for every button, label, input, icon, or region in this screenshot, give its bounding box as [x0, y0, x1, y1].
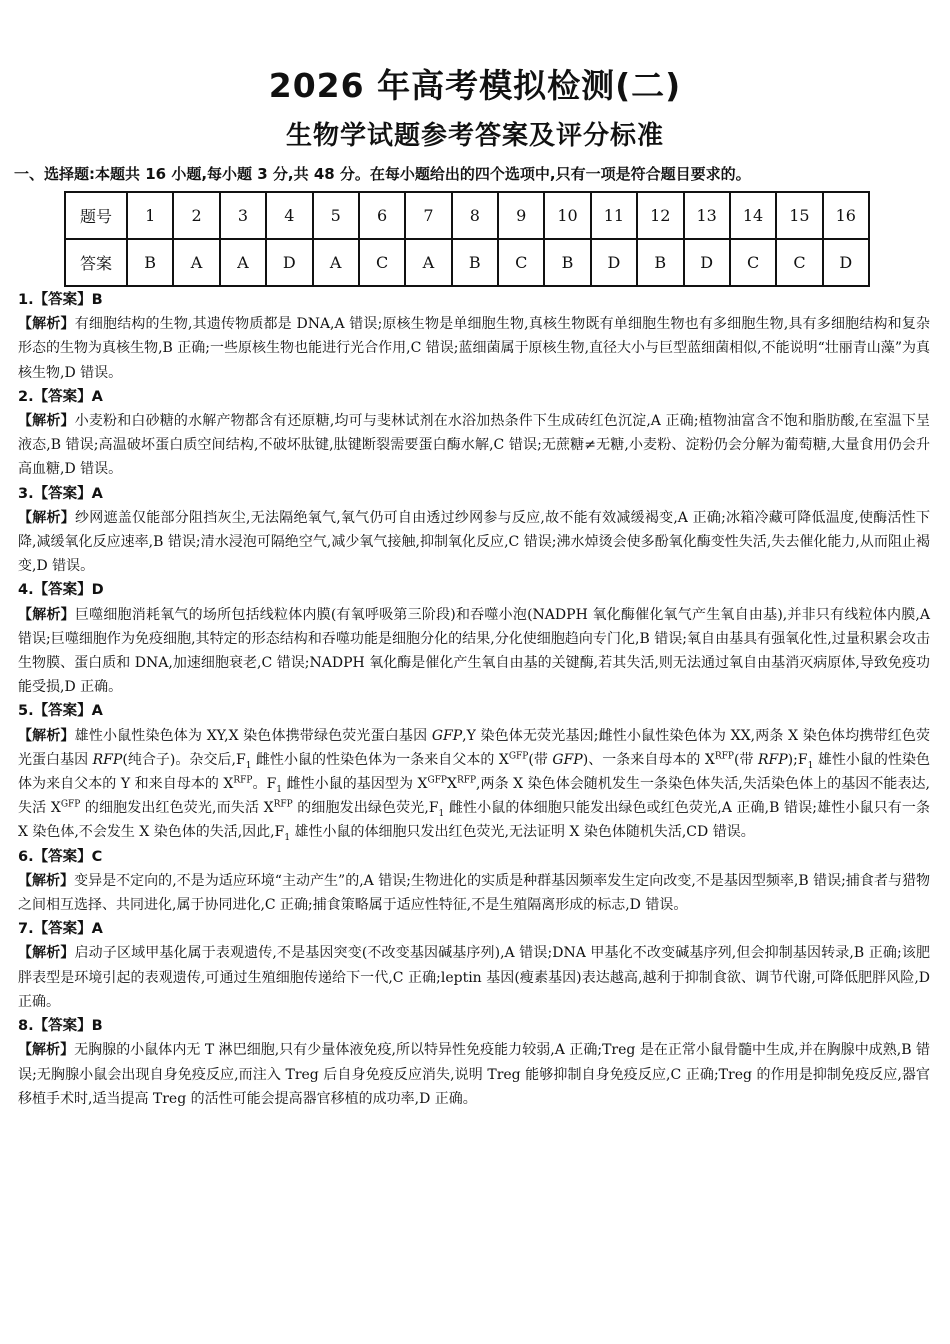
answer-cell: C: [359, 239, 405, 286]
analysis-text: 【解析】小麦粉和白砂糖的水解产物都含有还原糖,均可与斐林试剂在水浴加热条件下生成砖红色沉淀,A 正确;植物油富含不饱和脂肪酸,在室温下呈液态,B 错误;高温破坏蛋白质空间结构,不破坏肽键,肽键断裂需要蛋白酶水解,C 错误;无蔗糖≠无糖,小麦粉、淀粉仍会分解为葡萄糖,大量食用仍会升高血糖,D 错误。: [18, 413, 931, 478]
question-block: [18, 385, 930, 482]
question-number: 1: [127, 192, 173, 239]
answer-cell: B: [637, 239, 683, 286]
explanations: [18, 288, 930, 1111]
analysis-text: 【解析】有细胞结构的生物,其遗传物质都是 DNA,A 错误;原核生物是单细胞生物,真核生物既有单细胞生物也有多细胞生物,具有多细胞结构和复杂形态的生物为真核生物,B 正确;一些原核生物也能进行光合作用,C 错误;蓝细菌属于原核生物,直径大小与巨型蓝细菌相似,不能说明“壮丽青山藻”为真核生物,D 错误。: [18, 316, 930, 381]
analysis-text: 【解析】雄性小鼠性染色体为 XY,X 染色体携带绿色荧光蛋白基因 GFP,Y 染色体无荧光基因;雌性小鼠性染色体为 XX,两条 X 染色体均携带红色荧光蛋白基因 RFP(纯合子)。杂交后$,F_1$ 雌性小鼠的性染色体为一条来自父本的 $X^{GFP}$(带 GFP)、一条来自母本的 $X^{RFP}$(带 $RFP);F_1$ 雄性小鼠的性染色体为来自父本的 Y 和来自母本的 $X^{RFP}$。$F_1$ 雌性小鼠的基因型为 $X^{GFP}X^{RFP}$,两条 X 染色体会随机发生一条染色体失活,失活染色体上的基因不能表达,失活 $X^{GFP}$ 的细胞发出红色荧光,而失活 $X^{RFP}$ 的细胞发出绿色荧光$,F_1$ 雌性小鼠的体细胞只能发出绿色或红色荧光,A 正确,B 错误;雄性小鼠只有一条 X 染色体,不会发生 X 染色体的失活,因此$,F_1$ 雄性小鼠的体细胞只发出红色荧光,无法证明 X 染色体随机失活,CD 错误。: [18, 727, 931, 844]
answer-cell: D: [823, 239, 869, 286]
question-block: [18, 288, 930, 385]
answer-cell: D: [591, 239, 637, 286]
answer-line: 5.【答案】A: [18, 703, 103, 720]
section-heading: 一、选择题:本题共 16 小题,每小题 3 分,共 48 分。在每小题给出的四个选项中,只有一项是符合题目要求的。: [14, 165, 751, 183]
answer-line: 8.【答案】B: [18, 1018, 103, 1035]
question-number: 10: [544, 192, 590, 239]
question-number: 15: [776, 192, 822, 239]
question-block: [18, 699, 930, 844]
answer-cell: C: [730, 239, 776, 286]
answer-cell: D: [684, 239, 730, 286]
question-block: [18, 482, 930, 579]
question-number: 9: [498, 192, 544, 239]
answer-cell: B: [544, 239, 590, 286]
question-number: 4: [266, 192, 312, 239]
answer-cell: C: [498, 239, 544, 286]
question-number: 11: [591, 192, 637, 239]
analysis-text: 【解析】无胸腺的小鼠体内无 T 淋巴细胞,只有少量体液免疫,所以特异性免疫能力较弱,A 正确;Treg 是在正常小鼠骨髓中生成,并在胸腺中成熟,B 错误;无胸腺小鼠会出现自身免疫反应,而注入 Treg 后自身免疫反应消失,说明 Treg 能够抑制自身免疫反应,C 正确;Treg 的作用是抑制免疫反应,器官移植手术时,适当提高 Treg 的活性可能会提高器官移植的成功率,D 正确。: [18, 1042, 931, 1107]
question-number: 12: [637, 192, 683, 239]
row-label-answer: 答案: [65, 239, 127, 286]
question-number: 5: [313, 192, 359, 239]
question-block: [18, 1014, 930, 1111]
answer-line: 4.【答案】D: [18, 582, 104, 599]
answer-line: 7.【答案】A: [18, 921, 103, 938]
answer-line: 2.【答案】A: [18, 388, 103, 405]
answer-cell: B: [452, 239, 498, 286]
question-number: 6: [359, 192, 405, 239]
answer-cell: B: [127, 239, 173, 286]
question-block: [18, 578, 930, 699]
answer-cell: A: [220, 239, 266, 286]
answer-line: 1.【答案】B: [18, 292, 103, 308]
question-number: 3: [220, 192, 266, 239]
analysis-text: 【解析】启动子区域甲基化属于表观遗传,不是基因突变(不改变基因碱基序列),A 错误;DNA 甲基化不改变碱基序列,但会抑制基因转录,B 正确;该肥胖表型是环境引起的表观遗传,可通过生殖细胞传递给下一代,C 正确;leptin 基因(瘦素基因)表达越高,越利于抑制食欲、调节代谢,可降低肥胖风险,D 正确。: [18, 945, 930, 1010]
question-number: 7: [405, 192, 451, 239]
page-subtitle: 生物学试题参考答案及评分标准: [285, 121, 664, 151]
page-title: 2026 年高考模拟检测(二): [268, 66, 682, 105]
row-label-number: 题号: [65, 192, 127, 239]
answer-cell: A: [313, 239, 359, 286]
answer-table: [64, 191, 870, 287]
analysis-text: 【解析】纱网遮盖仅能部分阻挡灰尘,无法隔绝氧气,氧气仍可自由透过纱网参与反应,故不能有效减缓褐变,A 正确;冰箱冷藏可降低温度,使酶活性下降,减缓氧化反应速率,B 错误;清水浸泡可隔绝空气,减少氧气接触,抑制氧化反应,C 错误;沸水焯烫会使多酚氧化酶变性失活,失去催化能力,从而阻止褐变,D 错误。: [18, 509, 930, 575]
answer-cell: A: [405, 239, 451, 286]
question-block: [18, 917, 930, 1014]
answer-cell: D: [266, 239, 312, 286]
question-number: 13: [684, 192, 730, 239]
answer-cell: C: [776, 239, 822, 286]
analysis-text: 【解析】变异是不定向的,不是为适应环境“主动产生”的,A 错误;生物进化的实质是种群基因频率发生定向改变,不是基因型频率,B 错误;捕食者与猎物之间相互选择、共同进化,属于协同进化,C 正确;捕食策略属于适应性特征,不是生殖隔离形成的标志,D 错误。: [18, 872, 930, 914]
question-number: 8: [452, 192, 498, 239]
answer-row: [65, 239, 869, 286]
question-number: 2: [173, 192, 219, 239]
answer-line: 3.【答案】A: [18, 485, 103, 502]
question-block: [18, 845, 930, 918]
question-number-row: [65, 192, 869, 239]
question-number: 16: [823, 192, 869, 239]
answer-line: 6.【答案】C: [18, 848, 103, 865]
analysis-text: 【解析】巨噬细胞消耗氧气的场所包括线粒体内膜(有氧呼吸第三阶段)和吞噬小泡(NADPH 氧化酶催化氧气产生氧自由基),并非只有线粒体内膜,A 错误;巨噬细胞作为免疫细胞,其特定的形态结构和吞噬功能是细胞分化的结果,分化使细胞趋向专门化,B 错误;氧自由基具有强氧化性,过量积累会攻击生物膜、蛋白质和 DNA,加速细胞衰老,C 错误;NADPH 氧化酶是催化产生氧自由基的关键酶,若其失活,则无法通过氧自由基消灭病原体,导致免疫功能受损,D 正确。: [18, 606, 930, 696]
answer-cell: A: [173, 239, 219, 286]
question-number: 14: [730, 192, 776, 239]
